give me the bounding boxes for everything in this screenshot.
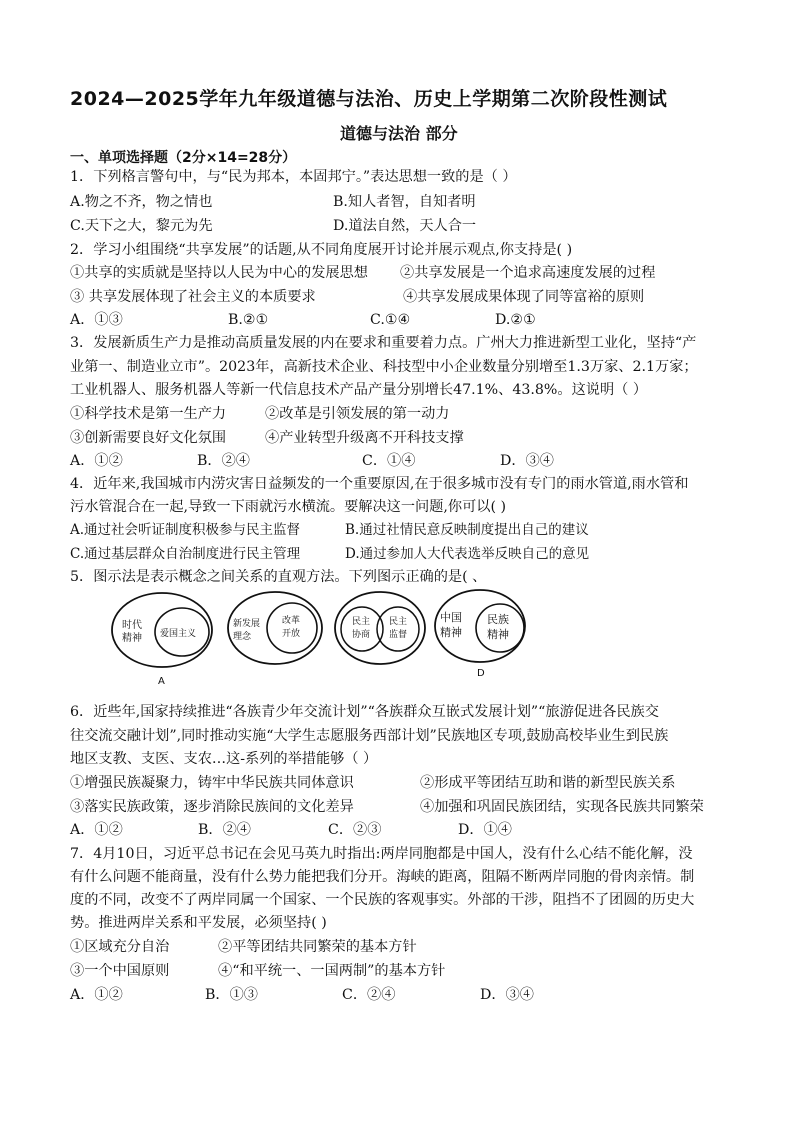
diagram-a-outer-label-1: 时代 [122,620,142,631]
diagram-c-outer-circle [335,592,425,664]
q7-stem-line-1: 7．4月10日，习近平总书记在会见马英九时指出:两岸同胞都是中国人，没有什么心结不能化解，没 [70,846,693,862]
q4-option-a: A.通过社会听证制度积极参与民主监督 [70,522,301,538]
q2-option-d: D.②① [495,312,536,328]
q7-stem-line-4: 势。推进两岸关系和平发展，必须坚持( ) [70,915,327,931]
diagram-d-letter: D [477,668,485,679]
q1-option-b: B.知人者智，自知者明 [333,194,476,210]
q4-option-d: D.通过参加人大代表选举反映自己的意见 [345,546,590,562]
q6-item-2: ②形成平等团结互助和谐的新型民族关系 [420,775,676,791]
q1-option-c: C.天下之大，黎元为先 [70,218,213,234]
q3-item-4: ④产业转型升级离不开科技支撑 [265,430,464,446]
diagram-d-outer-label-2: 精神 [440,626,462,639]
q3-stem-line-3: 工业机器人、服务机器人等新一代信息技术产品产量分别增长47.1%、43.8%。这说明（ ） [70,382,648,398]
diagram-b [228,592,322,664]
diagram-b-right-label-2: 开放 [282,629,301,639]
q3-item-1: ①科学技术是第一生产力 [70,406,227,422]
q7-item-3: ③一个中国原则 [70,963,170,979]
q4-stem-line-2: 污水管混合在一起,导致一下雨就污水横流。要解决这一问题,你可以( ) [70,499,507,515]
diagram-a-outer-label-2: 精神 [122,633,142,644]
diagram-d-outer-label-1: 中国 [440,611,462,624]
q7-option-a: A．①② [70,987,123,1003]
q6-stem-line-1: 6．近些年,国家持续推进“各族青少年交流计划”“各族群众互嵌式发展计划”“旅游促进各民族交 [70,704,659,720]
q3-stem-line-1: 3．发展新质生产力是推动高质量发展的内在要求和重要着力点。广州大力推进新型工业化，坚持“产 [70,335,697,351]
diagram-b-left-label-1: 新发展 [233,619,261,629]
diagram-a-letter: A [158,676,165,687]
q7-stem-line-2: 有什么问题不能商量，没有什么势力能把我们分开。海峡的距离，阻隔不断两岸同胞的骨肉亲情。制 [70,869,695,885]
q7-item-2: ②平等团结共同繁荣的基本方针 [218,939,417,955]
q2-option-a: A．①③ [70,312,123,328]
q7-item-1: ①区域充分自治 [70,939,170,955]
q2-option-b: B.②① [228,312,269,328]
q3-option-d: D．③④ [500,453,554,469]
q3-option-a: A．①② [70,453,123,469]
q3-option-c: C．①④ [362,453,416,469]
q6-stem-line-2: 往交流交融计划”,同时推动实施“大学生志愿服务西部计划”民族地区专项,鼓励高校毕业生到民族 [70,728,669,744]
q4-option-b: B.通过社情民意反映制度提出自己的建议 [345,522,589,538]
q6-option-c: C．②③ [328,822,382,838]
q1-stem: 1．下列格言警句中，与“民为邦本，本固邦宁。”表达思想一致的是（ ） [70,169,517,185]
q6-option-b: B．②④ [198,822,251,838]
q6-stem-line-3: 地区支教、支医、支农…这-系列的举措能够（ ） [70,751,378,767]
q1-option-d: D.道法自然，天人合一 [333,218,477,234]
q6-item-4: ④加强和巩固民族团结，实现各民族共同繁荣 [420,799,704,815]
q1-option-a: A.物之不齐，物之情也 [70,194,213,210]
diagram-b-left-label-2: 理念 [233,632,252,642]
q2-item-3: ③ 共享发展体现了社会主义的本质要求 [70,289,316,305]
q2-option-c: C.①④ [370,312,411,328]
diagram-d [435,590,525,679]
exam-title: 2024—2025学年九年级道德与法治、历史上学期第二次阶段性测试 [70,88,668,110]
diagram-c-left-label-2: 协商 [352,630,371,640]
q4-stem-line-1: 4．近年来,我国城市内涝灾害日益频发的一个重要原因,在于很多城市没有专门的雨水管道,雨水管和 [70,476,689,492]
q3-item-3: ③创新需要良好文化氛围 [70,430,227,446]
q2-stem: 2．学习小组围绕“共享发展”的话题,从不同角度展开讨论并展示观点,你支持是( ) [70,242,573,258]
q7-option-c: C．②④ [342,987,396,1003]
diagram-c [335,592,425,664]
section-heading: 一、单项选择题（2分×14=28分） [70,150,297,166]
q7-item-4: ④“和平统一、一国两制”的基本方针 [218,963,446,979]
q7-option-d: D．③④ [480,987,534,1003]
q2-item-2: ②共享发展是一个追求高速度发展的过程 [400,265,656,281]
diagram-d-inner-label-1: 民族 [487,613,509,626]
q3-option-b: B．②④ [197,453,250,469]
diagram-a-inner-label: 爱国主义 [160,629,197,639]
q4-option-c: C.通过基层群众自治制度进行民主管理 [70,546,301,562]
q2-item-4: ④共享发展成果体现了同等富裕的原则 [403,289,645,305]
q6-item-3: ③落实民族政策，逐步消除民族间的文化差异 [70,799,354,815]
diagram-c-right-label-1: 民主 [389,617,408,627]
q5-stem: 5．图示法是表示概念之间关系的直观方法。下列图示正确的是( 、 [70,569,487,585]
q6-option-d: D．①④ [458,822,512,838]
q7-stem-line-3: 度的不同，改变不了两岸同属一个国家、一个民族的客观事实。外部的干涉，阻挡不了团圆的历史大 [70,892,695,908]
q3-item-2: ②改革是引领发展的第一动力 [265,406,450,422]
q5-diagram-group [110,588,530,688]
exam-subtitle: 道德与法治 部分 [340,124,458,143]
diagram-d-inner-label-2: 精神 [487,628,509,641]
diagram-c-left-label-1: 民主 [352,617,371,627]
q6-item-1: ①增强民族凝聚力，铸牢中华民族共同体意识 [70,775,354,791]
q7-option-b: B．①③ [205,987,258,1003]
diagram-b-right-label-1: 改革 [282,616,301,626]
diagram-c-right-label-2: 监督 [389,630,408,640]
q2-item-1: ①共享的实质就是坚持以人民为中心的发展思想 [70,265,368,281]
diagram-b-inner-circle [267,603,317,653]
q3-stem-line-2: 业第一、制造业立市”。2023年，高新技术企业、科技型中小企业数量分别增至1.3万家、2.1万家； [70,359,698,375]
diagram-a [112,593,212,687]
q6-option-a: A．①② [70,822,123,838]
